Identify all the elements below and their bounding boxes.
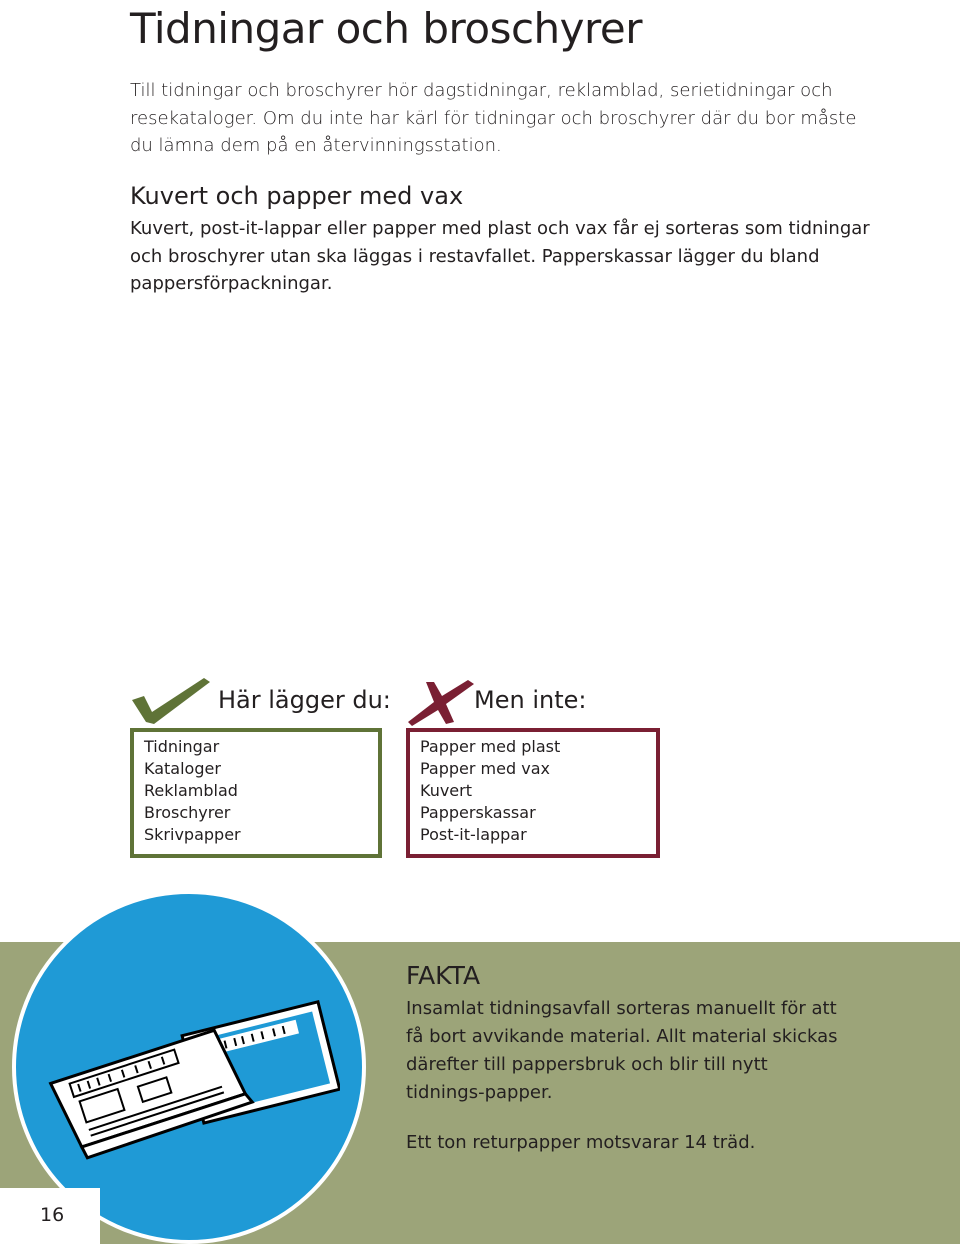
list-item: Broschyrer <box>144 803 231 822</box>
yes-heading: Här lägger du: <box>218 686 391 714</box>
section-heading: Kuvert och papper med vax <box>130 182 464 210</box>
intro-paragraph: Till tidningar och broschyrer hör dagstidningar, reklamblad, serietidningar och resekataloger. Om du inte har kärl för tidningar och broschyrer där du bor måste du lämna dem på en återvinningsstation. <box>130 80 857 156</box>
list-item: Tidningar <box>144 737 220 756</box>
accepted-items-box <box>130 728 382 858</box>
list-item: Post-it-lappar <box>420 825 527 844</box>
list-item: Papper med plast <box>420 737 561 756</box>
list-item: Papperskassar <box>420 803 536 822</box>
no-heading: Men inte: <box>474 686 587 714</box>
list-item: Papper med vax <box>420 759 550 778</box>
rejected-items-box <box>406 728 660 858</box>
page-number: 16 <box>40 1204 65 1226</box>
cross-icon <box>406 680 476 726</box>
section-paragraph: Kuvert, post-it-lappar eller papper med plast och vax får ej sorteras som tidningar och broschyrer utan ska läggas i restavfallet. Papperskassar lägger du bland pappersförpackningar. <box>130 218 870 294</box>
fakta-fact: Ett ton returpapper motsvarar 14 träd. <box>406 1132 756 1153</box>
list-item: Kuvert <box>420 781 472 800</box>
list-item: Kataloger <box>144 759 221 778</box>
fakta-paragraph: Insamlat tidningsavfall sorteras manuellt för att få bort avvikande material. Allt material skickas därefter till pappersbruk och blir till nytt tidnings-papper. <box>406 998 838 1103</box>
page-title: Tidningar och broschyrer <box>130 4 642 53</box>
fakta-heading: FAKTA <box>406 961 481 990</box>
newspaper-icon <box>40 980 340 1160</box>
list-item: Reklamblad <box>144 781 238 800</box>
checkmark-icon <box>130 676 212 726</box>
list-item: Skrivpapper <box>144 825 241 844</box>
